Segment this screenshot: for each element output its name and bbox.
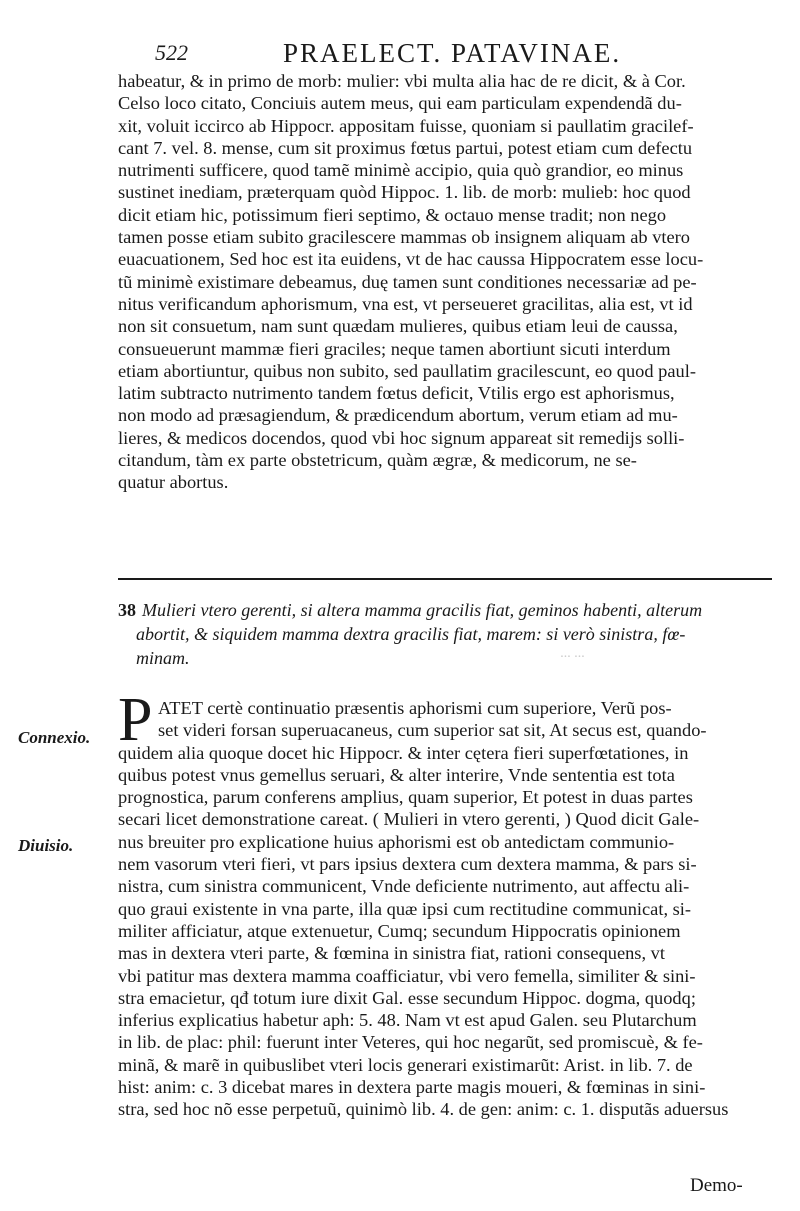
text-line: hist: anim: c. 3 dicebat mares in dextera parte magis moueri, & fœminas in sini- — [118, 1077, 706, 1098]
text-line: nistra, cum sinistra communicent, Vnde deficiente nutrimento, aut affectu ali- — [118, 876, 690, 897]
text-line: nus breuiter pro explicatione huius aphorismi est ob antedictam communio- — [118, 831, 675, 852]
text-line: quatur abortus. — [118, 472, 229, 493]
text-line: dicit etiam hic, potissimum fieri septimo, & octauo mense tradit; non nego — [118, 204, 667, 225]
bleed-through-marks: ··· ··· — [560, 650, 585, 665]
text-line: in lib. de plac: phil: fuerunt inter Veteres, qui hoc negarũt, sed promiscuè, & fe- — [118, 1032, 703, 1053]
catchword: Demo- — [690, 1175, 743, 1196]
text-line: Celso loco citato, Conciuis autem meus, qui eam particulam expendendã du- — [118, 93, 682, 114]
text-line: tamen posse etiam subito gracilescere mammas ob insignem aliquam ab vtero — [118, 227, 690, 248]
text-line: non modo ad præsagiendum, & prædicendum abortum, verum etiam ad mu- — [118, 405, 678, 426]
text-line: set videri forsan superuacaneus, cum superior sat sit, At secus est, quando- — [158, 720, 707, 741]
text-line: stra emacietur, qđ totum iure dixit Gal. esse secundum Hippoc. dogma, quodq; — [118, 987, 696, 1008]
text-line: prognostica, parum conferens amplius, quam superior, Et potest in duas partes — [118, 787, 693, 808]
page-number: 522 — [155, 40, 188, 65]
aphorism-line: abortit, & siquidem mamma dextra gracilis fiat, marem: si verò sinistra, fœ- — [136, 624, 686, 644]
margin-note-diuisio: Diuisio. — [18, 836, 74, 855]
drop-cap-initial: P — [118, 686, 153, 754]
text-line: latim subtracto nutrimento tandem fœtus deficit, Vtilis ergo est aphorismus, — [118, 383, 675, 404]
text-line: xit, voluit iccirco ab Hippocr. appositam fuisse, quoniam si paullatim gracilef- — [118, 115, 694, 136]
text-line: quidem alia quoque docet hic Hippocr. & inter cętera fieri superfœtationes, in — [118, 742, 689, 763]
text-line: consueuerunt mammæ fieri graciles; neque tamen abortiunt sicuti interdum — [118, 338, 671, 359]
text-line: etiam abortiuntur, quibus non subito, sed paullatim gracilescunt, eo quod paul- — [118, 360, 696, 381]
text-line: quibus potest vnus gemellus seruari, & alter interire, Vnde sententia est tota — [118, 764, 675, 785]
text-line: habeatur, & in primo de morb: mulier: vbi multa alia hac de re dicit, & à Cor. — [118, 71, 686, 91]
text-line: tũ minimè existimare debeamus, duę tamen sunt conditiones necessariæ ad pe- — [118, 271, 697, 292]
text-line: citandum, tàm ex parte obstetricum, quàm ægræ, & medicorum, ne se- — [118, 450, 637, 471]
text-line: nem vasorum vteri fieri, vt pars ipsius dextera cum dextera mamma, & pars si- — [118, 854, 697, 875]
running-title: PRAELECT. PATAVINAE. — [283, 38, 622, 68]
text-line: nitus verificandum aphorismum, vna est, vt perseueret gracilitas, alia est, vt id — [118, 293, 693, 314]
text-line: lieres, & medicos docendos, quod vbi hoc signum appareat sit remedijs solli- — [118, 427, 685, 448]
text-line: minã, & marẽ in quibuslibet vteri locis generari existimarũt: Arist. in lib. 7. de — [118, 1054, 693, 1075]
text-line: quo graui existente in vna parte, illa quæ ipsi cum rectitudine communicat, si- — [118, 898, 692, 919]
text-line: non sit consuetum, nam sunt quædam mulieres, quibus etiam leui de caussa, — [118, 316, 678, 337]
commentary-text-top — [118, 70, 774, 494]
text-line: inferius explicatius habetur aph: 5. 48. Nam vt est apud Galen. seu Plutarchum — [118, 1010, 697, 1031]
section-divider-rule — [118, 578, 772, 580]
text-line: cant 7. vel. 8. mense, cum sit proximus fœtus partui, potest etiam cum defectu — [118, 137, 693, 158]
text-line: stra, sed hoc nõ esse perpetuũ, quinimò lib. 4. de gen: anim: c. 1. disputãs aduersus — [118, 1099, 729, 1120]
text-line: militer afficiatur, atque extenuetur, Cumq; secundum Hippocratis opinionem — [118, 920, 681, 941]
page-header — [155, 38, 755, 72]
text-line: euacuationem, Sed hoc est ita euidens, vt de hac caussa Hippocratem esse locu- — [118, 249, 704, 270]
aphorism-line: minam. — [136, 648, 190, 668]
margin-note-connexio: Connexio. — [18, 728, 91, 747]
aphorism-block — [118, 598, 774, 670]
aphorism-line: 38 Mulieri vtero gerenti, si altera mamma gracilis fiat, geminos habenti, alterum — [118, 600, 703, 620]
text-line: vbi patitur mas dextera mamma coafficiatur, vbi vero femella, similiter & sini- — [118, 965, 696, 986]
text-line: mas in dextera vteri parte, & fœmina in sinistra fiat, rationi consequens, vt — [118, 943, 665, 964]
text-line: secari licet demonstratione careat. ( Mulieri in vtero gerenti, ) Quod dicit Gale- — [118, 809, 700, 830]
text-line: sustinet inediam, præterquam quòd Hippoc. 1. lib. de morb: mulieb: hoc quod — [118, 182, 691, 203]
text-line: nutrimenti sufficere, quod tamẽ minimè accipio, quia quò grandior, eo minus — [118, 160, 684, 181]
aphorism-number: 38 — [118, 600, 136, 620]
text-line: ATET certè continuatio præsentis aphorismi cum superiore, Verũ pos- — [158, 698, 672, 718]
commentary-text-body — [118, 697, 774, 1121]
